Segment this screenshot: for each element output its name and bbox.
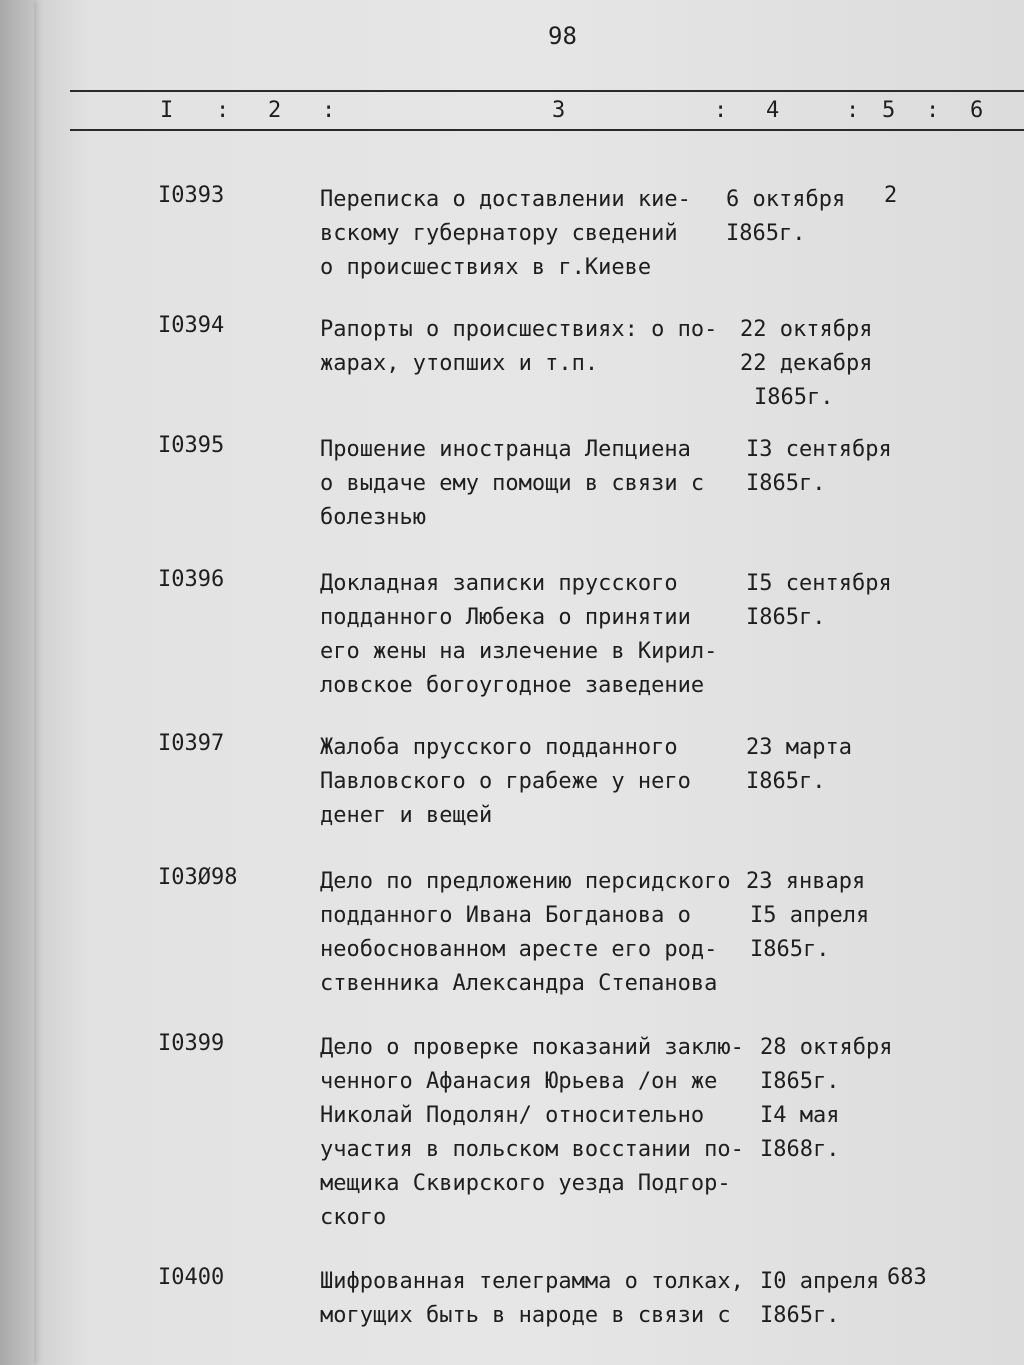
date-line: I3 сентября	[746, 437, 892, 462]
entry-dates	[746, 567, 892, 635]
date-line: I5 апреля	[750, 903, 870, 928]
description-line: подданного Любека о принятии	[320, 605, 691, 630]
header-rule-bottom	[70, 129, 1024, 131]
entry-number: I0396	[158, 567, 225, 592]
description-line: ственника Александра Степанова	[320, 971, 718, 996]
column-separator: :	[846, 98, 860, 123]
description-line: о происшествиях в г.Киеве	[320, 255, 652, 280]
description-line: мещика Сквирского уезда Подгор-	[320, 1171, 731, 1196]
date-line: I865г.	[746, 769, 826, 794]
date-line: I4 мая	[760, 1103, 840, 1128]
column-separator: :	[322, 98, 336, 123]
entry-dates	[746, 433, 892, 501]
entry-number: I0399	[158, 1031, 225, 1056]
entry-description	[320, 865, 731, 1001]
description-line: Прошение иностранца Лепциена	[320, 437, 691, 462]
date-line: 23 марта	[746, 735, 852, 760]
column-header-1: I	[160, 98, 174, 123]
description-line: участия в польском восстании по-	[320, 1137, 744, 1162]
description-line: его жены на излечение в Кирил-	[320, 639, 718, 664]
date-line: I865г.	[750, 937, 830, 962]
entry-description	[320, 731, 691, 833]
date-line: I0 апреля	[760, 1269, 880, 1294]
date-line: 22 декабря	[740, 351, 873, 376]
description-line: Жалоба прусского подданного	[320, 735, 678, 760]
description-line: денег и вещей	[320, 803, 493, 828]
description-line: необоснованном аресте его род-	[320, 937, 718, 962]
description-line: вскому губернатору сведений	[320, 221, 678, 246]
description-line: жарах, утопших и т.п.	[320, 351, 599, 376]
entry-dates	[760, 1265, 879, 1333]
column-header-2: 2	[268, 98, 282, 123]
entry-sheet-count: 683	[887, 1265, 927, 1290]
entry-dates	[746, 865, 869, 967]
date-line: 22 октября	[740, 317, 873, 342]
date-line: I868г.	[760, 1137, 840, 1162]
description-line: ченного Афанасия Юрьева /он же	[320, 1069, 718, 1094]
description-line: Переписка о доставлении кие-	[320, 187, 691, 212]
description-line: Павловского о грабеже у него	[320, 769, 691, 794]
column-separator: :	[714, 98, 728, 123]
column-separator: :	[216, 98, 230, 123]
description-line: о выдаче ему помощи в связи с	[320, 471, 705, 496]
description-line: Рапорты о происшествиях: о по-	[320, 317, 718, 342]
description-line: подданного Ивана Богданова о	[320, 903, 691, 928]
date-line: I5 сентября	[746, 571, 892, 596]
date-line: I865г.	[754, 385, 834, 410]
entry-description	[320, 433, 704, 535]
column-header-4: 4	[766, 98, 780, 123]
page-number: 98	[548, 22, 577, 50]
entry-dates	[726, 183, 845, 251]
entry-description	[320, 183, 691, 285]
entry-dates	[740, 313, 872, 415]
date-line: 28 октября	[760, 1035, 893, 1060]
entry-number: I0397	[158, 731, 225, 756]
description-line: Дело по предложению персидского	[320, 869, 731, 894]
date-line: 6 октября	[726, 187, 846, 212]
entry-sheet-count: 2	[884, 183, 898, 208]
date-line: 23 января	[746, 869, 866, 894]
description-line: Шифрованная телеграмма о толках,	[320, 1269, 744, 1294]
column-header-6: 6	[970, 98, 984, 123]
description-line: Дело о проверке показаний заклю-	[320, 1035, 744, 1060]
entry-number: I0394	[158, 313, 225, 338]
column-header-5: 5	[882, 98, 896, 123]
date-line: I865г.	[746, 471, 826, 496]
description-line: болезнью	[320, 505, 426, 530]
header-rule-top	[70, 90, 1024, 92]
entry-number: I0400	[158, 1265, 225, 1290]
entry-description	[320, 313, 717, 381]
entry-dates	[760, 1031, 892, 1167]
description-line: Николай Подолян/ относительно	[320, 1103, 705, 1128]
date-line: I865г.	[746, 605, 826, 630]
date-line: I865г.	[726, 221, 806, 246]
date-line: I865г.	[760, 1303, 840, 1328]
entry-number: I0395	[158, 433, 225, 458]
entry-number: I03Ø98	[158, 865, 238, 890]
entry-dates	[746, 731, 852, 799]
date-line: I865г.	[760, 1069, 840, 1094]
column-separator: :	[926, 98, 940, 123]
description-line: ловское богоугодное заведение	[320, 673, 705, 698]
column-header-3: 3	[552, 98, 566, 123]
entry-description	[320, 567, 717, 703]
adjacent-page-edge	[0, 0, 34, 1365]
description-line: Докладная записки прусского	[320, 571, 678, 596]
description-line: ского	[320, 1205, 387, 1230]
description-line: могущих быть в народе в связи с	[320, 1303, 731, 1328]
entry-number: I0393	[158, 183, 225, 208]
entry-description	[320, 1265, 744, 1333]
entry-description	[320, 1031, 744, 1235]
